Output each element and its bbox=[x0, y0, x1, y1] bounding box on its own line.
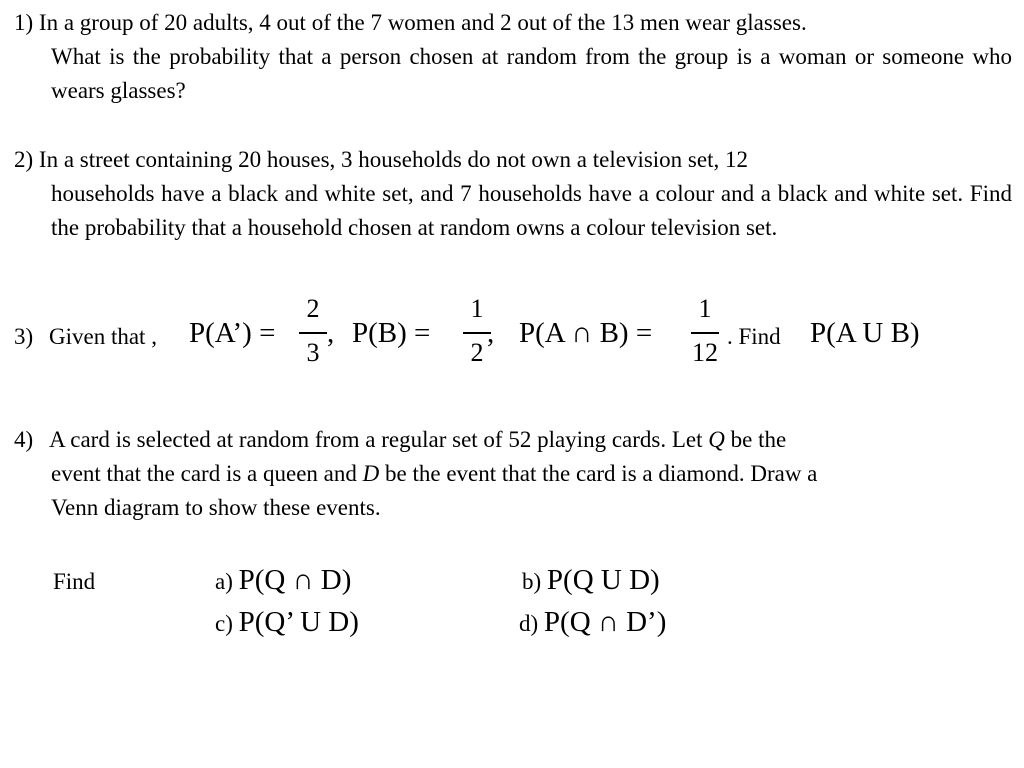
question-2 bbox=[14, 143, 1012, 245]
question-3 bbox=[14, 292, 1012, 372]
fraction-denominator: 12 bbox=[692, 338, 718, 367]
question-4-line-1-b: be the bbox=[730, 427, 787, 452]
question-3-find-text: . Find bbox=[727, 324, 781, 349]
part-d-expression: P(Q ∩ D’) bbox=[543, 606, 667, 638]
part-c bbox=[215, 604, 359, 642]
question-3-number: 3) bbox=[14, 324, 34, 349]
question-4-line-2-a: event that the card is a queen and bbox=[51, 461, 357, 486]
part-a bbox=[215, 562, 351, 600]
part-a-label: a) bbox=[215, 569, 233, 594]
prob-a-intersect-b-label: P(A ∩ B) = bbox=[519, 317, 653, 349]
fraction-denominator: 2 bbox=[470, 338, 484, 367]
question-1-line-1-text: In a group of 20 adults, 4 out of the 7 women and 2 out of the 13 men wear glasses. bbox=[38, 10, 807, 35]
question-4-number: 4) bbox=[14, 427, 34, 452]
question-1 bbox=[14, 6, 1012, 108]
question-2-line-1 bbox=[14, 143, 1012, 177]
fraction-numerator: 2 bbox=[306, 294, 320, 323]
fraction-denominator: 3 bbox=[306, 338, 320, 367]
prob-b-label: P(B) = bbox=[352, 317, 431, 349]
question-4-line-1 bbox=[14, 423, 1012, 457]
part-b bbox=[522, 562, 660, 600]
question-2-number: 2) bbox=[14, 147, 34, 172]
part-a-expression: P(Q ∩ D) bbox=[238, 564, 352, 596]
question-4-line-2 bbox=[14, 457, 1012, 491]
part-b-expression: P(Q U D) bbox=[546, 564, 660, 596]
question-1-line-1 bbox=[14, 6, 1012, 40]
question-2-line-1-text: In a street containing 20 houses, 3 households do not own a television set, 12 bbox=[38, 147, 748, 172]
part-c-expression: P(Q’ U D) bbox=[238, 606, 359, 638]
question-4-line-1-a: A card is selected at random from a regular set of 52 playing cards. Let bbox=[49, 427, 703, 452]
fraction-numerator: 1 bbox=[698, 294, 712, 323]
question-3-given-text: Given that , bbox=[49, 324, 157, 349]
question-4-line-3: Venn diagram to show these events. bbox=[51, 495, 381, 520]
comma-separator: , bbox=[487, 317, 495, 349]
variable-d: D bbox=[362, 461, 380, 486]
question-1-number: 1) bbox=[14, 10, 34, 35]
fraction-numerator: 1 bbox=[470, 294, 484, 323]
variable-q: Q bbox=[708, 427, 725, 452]
question-4 bbox=[14, 423, 1012, 525]
question-4-line-2-b: be the event that the card is a diamond. Draw a bbox=[385, 461, 818, 486]
prob-a-union-b-target: P(A U B) bbox=[810, 317, 920, 349]
part-c-label: c) bbox=[215, 611, 233, 636]
part-d bbox=[519, 604, 666, 642]
find-label: Find bbox=[53, 569, 96, 594]
question-2-continuation: households have a black and white set, and 7 households have a colour and a black and white set. Find the probability that a household chosen at random owns a colour television set. bbox=[51, 181, 1012, 240]
question-1-continuation: What is the probability that a person chosen at random from the group is a woman or someone who wears glasses? bbox=[51, 44, 1012, 103]
fraction-bar bbox=[691, 332, 719, 334]
fraction-bar bbox=[299, 332, 327, 334]
comma-separator: , bbox=[327, 317, 335, 349]
prob-a-complement-label: P(A’) = bbox=[189, 317, 276, 349]
part-b-label: b) bbox=[522, 569, 542, 594]
part-d-label: d) bbox=[519, 611, 539, 636]
